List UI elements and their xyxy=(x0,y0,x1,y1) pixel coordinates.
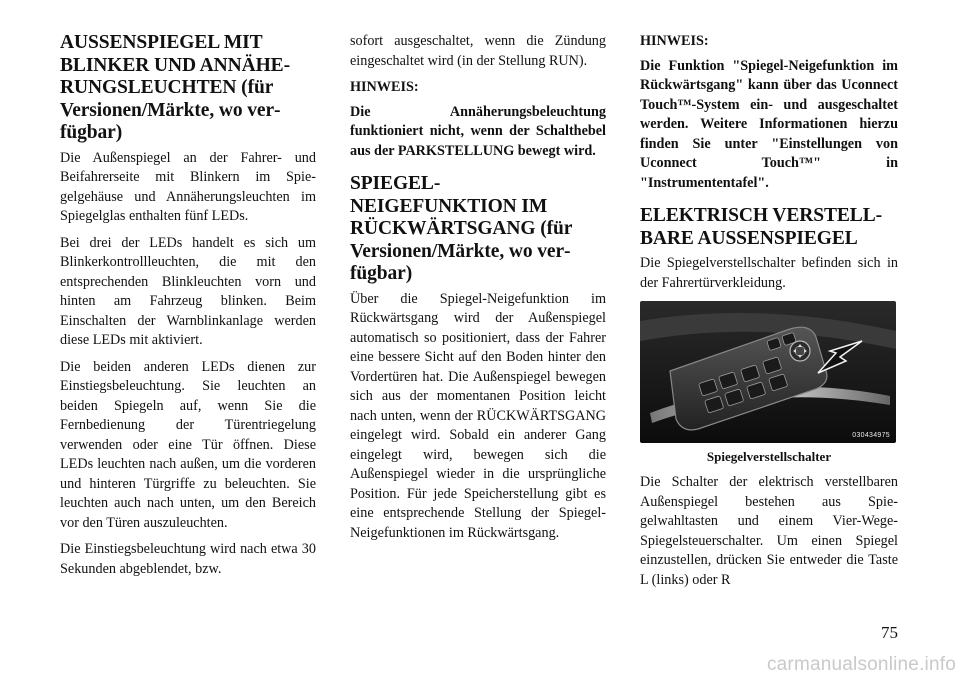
paragraph: Die beiden anderen LEDs dienen zur Einstiegsbeleuchtung. Sie leuchten an beiden Spiegeln auf, wenn Sie die Fernbedienung der Türentriegelung verwenden oder eine Tür öffnen. Diese LEDs leuchten nach außen, um die vorderen und hinteren Türgriffe zu beleuchten. Sie leuchten auch nach unten, um den Bereich vor den Türen auszuleuchten. xyxy=(60,358,316,531)
section-heading-power-mirrors: ELEKTRISCH VERSTELLBARE AUSSENSPIEGEL xyxy=(640,205,883,249)
note-label: HINWEIS: xyxy=(350,79,419,95)
paragraph: Bei drei der LEDs handelt es sich um Blinkerkontrollleuchten, die mit den entsprechenden Blinkleuchten vorn und hinten am Fahrzeug blinken. Beim Einschalten der Warnblinkanlage werden diese LEDs mit aktiviert. xyxy=(60,234,316,348)
door-panel-illustration xyxy=(640,301,896,443)
column-left xyxy=(60,32,316,586)
image-caption: Spiegelverstellschalter xyxy=(706,449,832,464)
section-heading-mirror-turn-signals: AUSSENSPIEGEL MIT BLINKER UND ANNÄHERUNGSLEUCHTEN (für Versionen/Märkte, wo verfügbar) xyxy=(60,32,291,143)
image-reference-code: 030434975 xyxy=(852,432,890,439)
column-right xyxy=(640,32,898,597)
paragraph: Die Einstiegsbeleuchtung wird nach etwa 30 Sekunden abgeblendet, bzw. xyxy=(60,541,316,577)
paragraph-continuation: sofort ausgeschaltet, wenn die Zündung eingeschaltet wird (in der Stellung RUN). xyxy=(350,33,606,69)
watermark: carmanualsonline.info xyxy=(766,654,956,675)
paragraph: Über die Spiegel-Neigefunktion im Rückwärtsgang wird der Außenspiegel automatisch so positioniert, dass der Fahrer eine bessere Sicht auf den Boden hinter den Vordertüren hat. Die Außenspiegel bewegen sich aus der momentanen Position leicht nach unten, wenn der RÜCKWÄRTSGANG eingelegt wird. Sobald ein anderer Gang eingelegt wird, bewegen sich die Außenspiegel wieder in die ursprüngliche Position. Für jede Speicherstellung gibt es eine entsprechende Stellung der Spiegel-Neigefunktionen im Rückwärtsgang. xyxy=(350,290,606,541)
mirror-switch-photo xyxy=(640,301,896,443)
column-middle xyxy=(350,32,606,550)
note-text: Die Funktion "Spiegel-Neigefunktion im Rückwärtsgang" kann über das Uconnect Touch™-System ein- und ausgeschaltet werden. Weitere Informationen hierzu finden Sie unter "Einstellungen von Uconnect Touch™" in "Instrumententafel". xyxy=(640,57,898,191)
paragraph: Die Schalter der elektrisch verstellbaren Außenspiegel bestehen aus Spiegelwahltasten und einem Vier-Wege-Spiegelsteuerschalter. Um einen Spiegel einzustellen, drücken Sie entweder die Taste L (links) oder R xyxy=(640,474,898,588)
section-heading-reverse-tilt: SPIEGEL-NEIGEFUNKTION IM RÜCKWÄRTSGANG (für Versionen/Märkte, wo verfügbar) xyxy=(350,173,572,284)
paragraph: Die Außenspiegel an der Fahrer- und Beifahrerseite mit Blinkern im Spiegelgehäuse und Annäherungsleuchten im Spiegelglas enthalten fünf LEDs. xyxy=(60,149,316,224)
page-number: 75 xyxy=(881,623,898,642)
note-label: HINWEIS: xyxy=(640,33,709,49)
paragraph: Die Spiegelverstellschalter befinden sich in der Fahrertürverkleidung. xyxy=(640,255,898,291)
note-text: Die Annäherungsbeleuchtung funktioniert nicht, wenn der Schalthebel aus der PARKSTELLUNG bewegt wird. xyxy=(350,103,606,159)
